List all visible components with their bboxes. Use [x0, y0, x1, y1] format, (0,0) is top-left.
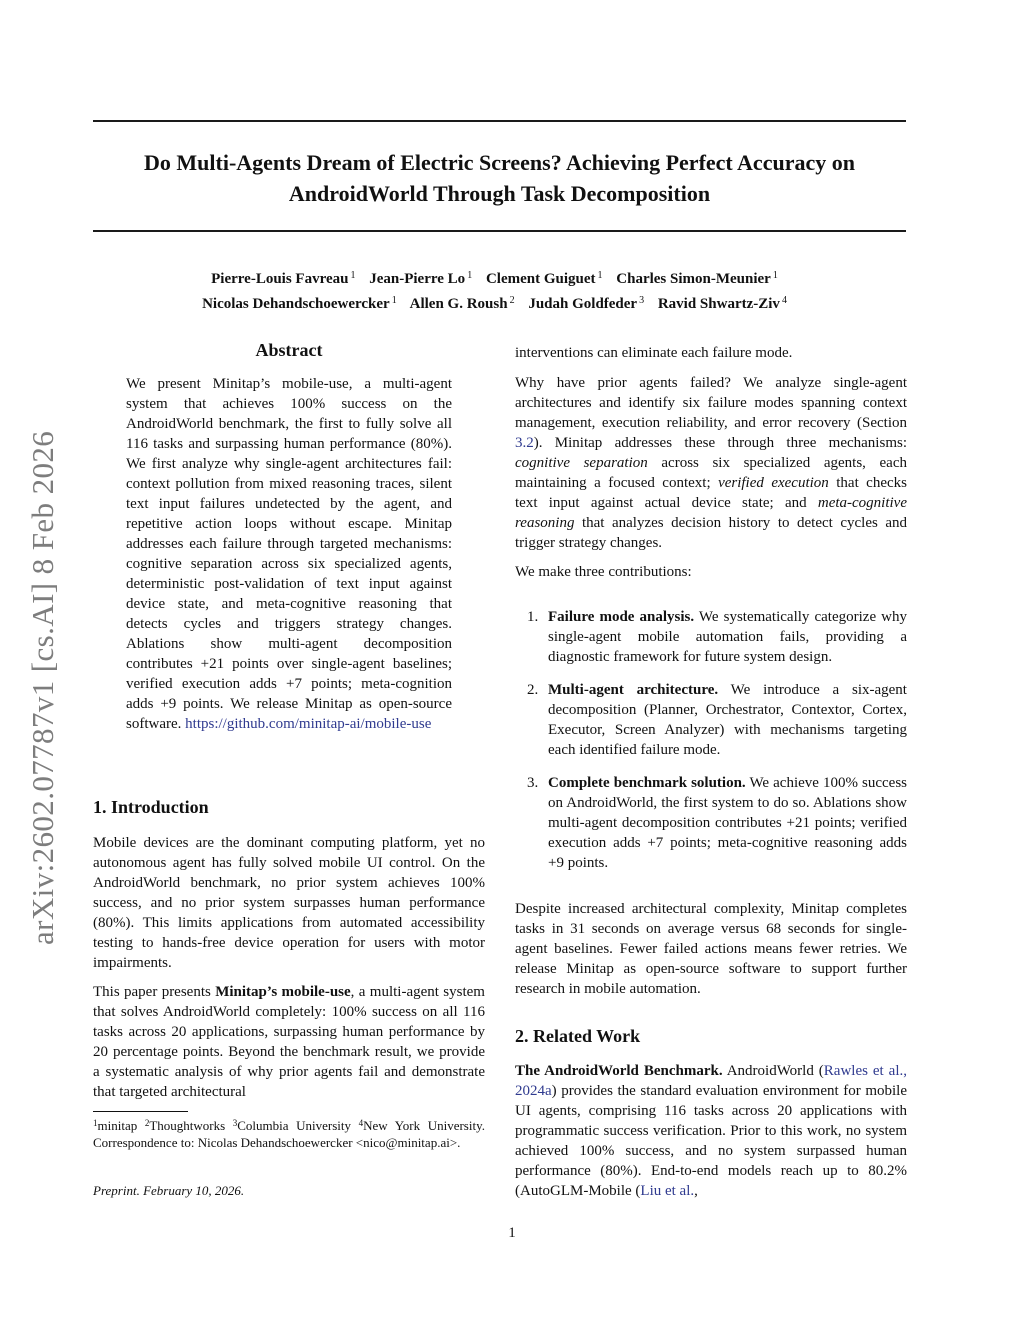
- author-name: Allen G. Roush: [409, 296, 508, 312]
- intro-paragraph-4: We make three contributions:: [515, 564, 692, 580]
- footnote-rule: [93, 1111, 188, 1112]
- footnote-marker: 2: [144, 1118, 150, 1128]
- citation-link[interactable]: Rawles et al., 2024a: [515, 1063, 907, 1099]
- author-affiliation: 3: [639, 295, 645, 306]
- title-line-2: AndroidWorld Through Task Decomposition: [288, 181, 711, 206]
- related-work-heading: 2. Related Work: [515, 1026, 641, 1046]
- intro-p2-text: This paper presents: [93, 984, 216, 1000]
- introduction-right-column: [515, 343, 907, 1008]
- related-work-body: [515, 1061, 907, 1210]
- footnote-marker: 3: [232, 1118, 238, 1128]
- title-top-rule: [93, 120, 906, 122]
- author-affiliation: 1: [772, 270, 778, 281]
- abstract-body: [126, 374, 452, 734]
- list-number: 2.: [527, 682, 539, 698]
- arxiv-stamp: arXiv:2602.07787v1 [cs.AI] 8 Feb 2026: [25, 430, 60, 945]
- system-name: Minitap’s mobile-use: [215, 984, 351, 1000]
- introduction-heading: 1. Introduction: [93, 797, 209, 817]
- author-affiliation: 2: [509, 295, 515, 306]
- author-name: Judah Goldfeder: [528, 296, 638, 312]
- affiliation: Thoughtworks: [149, 1118, 233, 1133]
- list-number: 1.: [527, 609, 539, 625]
- contribution-list: [515, 607, 907, 873]
- author-name: Ravid Shwartz-Ziv: [657, 296, 780, 312]
- paragraph-title: The AndroidWorld Benchmark.: [515, 1063, 723, 1079]
- intro-paragraph-1: Mobile devices are the dominant computing platform, yet no autonomous agent has fully solved mobile UI control. On the AndroidWorld benchmark, no prior system achieves 100% success, and no prior system surpasses human performance (80%). This limits applications from automated accessibility testing to hands-free device operation for users with motor impairments.: [93, 835, 485, 971]
- intro-p3-text: Why have prior agents failed? We analyze single-agent architectures and identify six failure modes spanning context management, execution reliability, and error recovery (Section: [515, 375, 907, 431]
- related-paragraph-1: [515, 1061, 907, 1201]
- list-item: [515, 773, 907, 873]
- paper-title: [93, 147, 906, 209]
- intro-p2-text: , a multi-agent system that solves AndroidWorld completely: 100% success on all 116 tasks across 20 applications, surpassing human performance by 20 percentage points. Beyond the benchmark result, we provide a systematic analysis of why prior agents fail and demonstrate that targeted architectural: [93, 984, 485, 1100]
- related-text: ,: [694, 1183, 698, 1199]
- list-item: [515, 680, 907, 760]
- intro-p3-text: that analyzes decision history to detect cycles and trigger strategy changes.: [515, 515, 907, 551]
- author-name: Charles Simon-Meunier: [616, 271, 771, 287]
- list-number: 3.: [527, 775, 539, 791]
- affiliation-footnote: [93, 1115, 485, 1151]
- intro-p3-text: that checks text input against actual device state; and: [515, 475, 907, 511]
- introduction-left-column: [93, 833, 485, 1111]
- intro-paragraph-5: Despite increased architectural complexity, Minitap completes tasks in 31 seconds on average versus 68 seconds for single-agent baselines. Fewer failed actions means fewer retries. We release Minitap as open-source software to support further research in mobile automation.: [515, 901, 907, 997]
- emphasis: cognitive separation: [515, 455, 648, 471]
- affiliation: Columbia University: [237, 1118, 359, 1133]
- list-item-title: Failure mode analysis.: [548, 609, 695, 625]
- citation-link[interactable]: Liu et al.: [640, 1183, 695, 1199]
- author-list: [93, 265, 906, 315]
- related-text: AndroidWorld (: [722, 1063, 824, 1079]
- intro-continuation: interventions can eliminate each failure mode.: [515, 345, 793, 361]
- author-name: Clement Guiguet: [485, 271, 596, 287]
- title-bottom-rule: [93, 230, 906, 232]
- author-affiliation: 1: [597, 270, 603, 281]
- list-item-text: We systematically categorize why single-agent mobile automation fails, providing a diagnostic framework for future system design.: [548, 609, 908, 665]
- author-affiliation: 1: [467, 270, 473, 281]
- list-item-text: We introduce a six-agent decomposition (Planner, Orchestrator, Contextor, Cortex, Executor, Screen Analyzer) with mechanisms targeting each identified failure mode.: [548, 682, 907, 758]
- abstract-heading: Abstract: [255, 340, 323, 360]
- author-affiliation: 1: [350, 270, 356, 281]
- list-item-text: We achieve 100% success on AndroidWorld, the first system to do so. Ablations show multi-agent decomposition contributes +21 points; verified execution adds +7 points; meta-cognitive reasoning adds +9 points.: [548, 775, 907, 871]
- author-name: Nicolas Dehandschoewercker: [202, 296, 390, 312]
- intro-paragraph-2: [93, 982, 485, 1102]
- footnote-marker: 1: [93, 1118, 98, 1128]
- affiliation: minitap: [97, 1118, 145, 1133]
- list-item-title: Complete benchmark solution.: [548, 775, 746, 791]
- author-row-2: [93, 290, 906, 315]
- abstract-text: We present Minitap’s mobile-use, a multi-agent system that achieves 100% success on the AndroidWorld benchmark, the first to fully solve all 116 tasks and surpassing human performance (80%). We first analyze why single-agent architectures fail: context pollution from mixed reasoning traces, silent text input failures undetected by the agent, and repetitive action loops without escape. Minitap addresses each failure through targeted mechanisms: cognitive separation across six specialized agents, deterministic post-validation of text input against device state, and meta-cognitive reasoning that detects cycles and triggers strategy changes. Ablations show multi-agent decomposition contributes +21 points over single-agent baselines; verified execution adds +7 points; meta-cognition adds +9 points. We release Minitap as open-source software.: [126, 376, 452, 732]
- github-link[interactable]: https://github.com/minitap-ai/mobile-use: [185, 716, 432, 732]
- footnote-marker: 4: [358, 1118, 364, 1128]
- intro-p3-text: across six specialized agents, each maintaining a focused context;: [515, 455, 907, 491]
- author-name: Jean-Pierre Lo: [369, 271, 466, 287]
- emphasis: meta-cognitive reasoning: [515, 495, 907, 531]
- preprint-note: Preprint. February 10, 2026.: [93, 1183, 245, 1198]
- author-affiliation: 4: [781, 295, 787, 306]
- author-affiliation: 1: [391, 295, 397, 306]
- section-reference[interactable]: 3.2: [515, 435, 534, 451]
- affiliation: New York University. Correspondence to: Nicolas Dehandschoewercker <nico@minitap.ai>.: [93, 1118, 485, 1150]
- intro-paragraph-3: [515, 373, 907, 553]
- emphasis: verified execution: [718, 475, 829, 491]
- list-item-title: Multi-agent architecture.: [548, 682, 719, 698]
- author-row-1: [93, 265, 906, 290]
- author-name: Pierre-Louis Favreau: [211, 271, 349, 287]
- list-item: [515, 607, 907, 667]
- related-text: ) provides the standard evaluation environment for mobile UI agents, comprising 116 tasks across 20 applications with programmatic success verification. Prior to this work, no system achieved 100% success, and no system surpassed human performance (80%). End-to-end models reach up to 80.2% (AutoGLM-Mobile (: [515, 1083, 907, 1199]
- title-line-1: Do Multi-Agents Dream of Electric Screens? Achieving Perfect Accuracy on: [144, 150, 855, 175]
- page-number: 1: [508, 1225, 516, 1241]
- intro-p3-text: ). Minitap addresses these through three mechanisms:: [533, 435, 907, 451]
